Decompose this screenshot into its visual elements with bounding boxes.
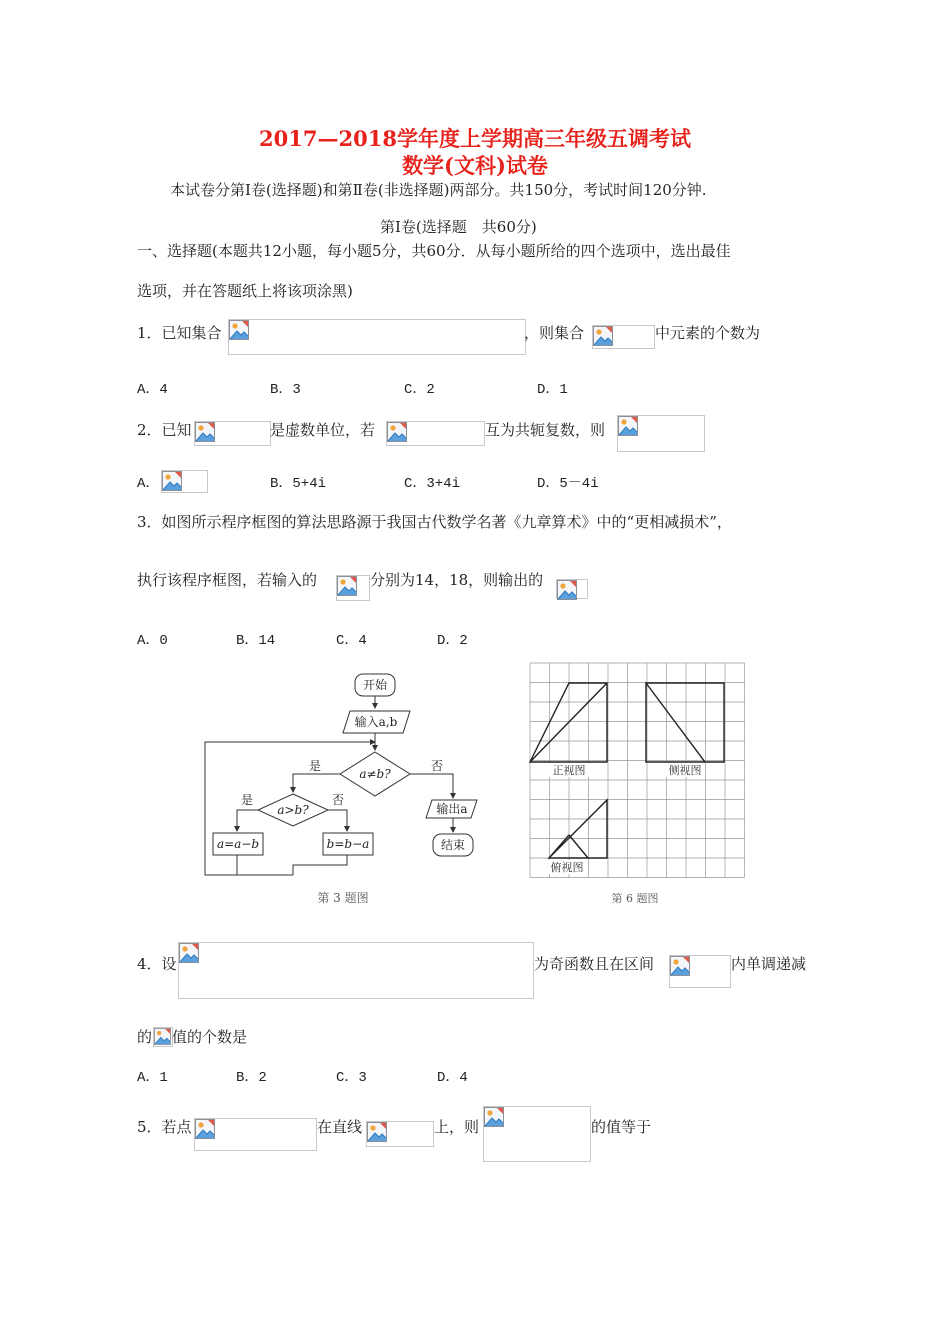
q5-text-a: 5．若点 xyxy=(137,1118,192,1136)
side-view-label: 侧视图 xyxy=(668,764,702,777)
front-view-shape xyxy=(530,683,607,762)
q2-condition-image xyxy=(386,421,485,446)
q4-text-line2b: 值的个数是 xyxy=(172,1028,248,1046)
q5-text-b: 在直线 xyxy=(317,1118,363,1136)
broken-image-icon xyxy=(484,1107,504,1127)
q1-option-c: C．2 xyxy=(404,382,435,398)
broken-image-icon xyxy=(162,471,182,491)
q3-text-line2a: 执行该程序框图，若输入的 xyxy=(137,571,318,589)
q2-expression-image xyxy=(617,415,705,452)
front-view-label: 正视图 xyxy=(552,764,586,777)
flow-no-label-1: 否 xyxy=(430,759,444,773)
broken-image-icon xyxy=(387,422,407,442)
q4-option-d: D．4 xyxy=(437,1070,468,1086)
q4-function-image xyxy=(178,942,534,999)
q4-alpha-image xyxy=(153,1027,173,1047)
q4-interval-image xyxy=(669,955,731,988)
q4-text-line1b: 为奇函数且在区间 xyxy=(534,955,655,973)
flow-end-label: 结束 xyxy=(440,838,466,852)
q3-option-b: B．14 xyxy=(236,633,276,649)
q5-text-d: 的值等于 xyxy=(591,1118,652,1136)
top-view-shape xyxy=(549,800,607,858)
q3-option-c: C．4 xyxy=(336,633,367,649)
q2-i-image xyxy=(194,421,271,446)
three-views-figure xyxy=(525,660,750,912)
q2-option-d: D．5－4i xyxy=(537,476,599,492)
q2-text-mid2: 互为共轭复数，则 xyxy=(485,421,606,439)
q5-text-c: 上，则 xyxy=(434,1118,480,1136)
q2-option-c: C．3+4i xyxy=(404,476,461,492)
q2-text-mid1: 是虚数单位，若 xyxy=(270,421,376,439)
q1-option-a: A．4 xyxy=(137,382,168,398)
views-caption: 第 6 题图 xyxy=(611,892,659,905)
q2-option-b: B．5+4i xyxy=(270,476,327,492)
exam-title: 2017—2018学年度上学期高三年级五调考试 xyxy=(259,126,691,151)
flow-input-label: 输入a,b xyxy=(354,715,398,729)
q2-option-a: A． xyxy=(137,476,160,492)
q3-option-d: D．2 xyxy=(437,633,468,649)
q2-text-start: 2．已知 xyxy=(137,421,192,439)
intro-text: 本试卷分第Ⅰ卷(选择题)和第Ⅱ卷(非选择题)两部分。共150分，考试时间120分钟. xyxy=(170,181,707,199)
broken-image-icon xyxy=(593,326,613,346)
flow-start-label: 开始 xyxy=(362,678,388,692)
q4-option-c: C．3 xyxy=(336,1070,367,1086)
broken-image-icon xyxy=(670,956,690,976)
broken-image-icon xyxy=(337,576,357,596)
flow-yes-label-1: 是 xyxy=(308,759,322,773)
q3-ab-image xyxy=(336,575,370,601)
q1-text-end: 中元素的个数为 xyxy=(655,324,761,342)
q2-option-a-image xyxy=(161,470,208,493)
instructions-line1: 一、选择题(本题共12小题，每小题5分，共60分．从每小题所给的四个选项中，选出最佳 xyxy=(137,242,731,260)
q1-set-image xyxy=(592,325,655,349)
flow-assign2-label: b=b−a xyxy=(326,837,370,851)
side-view-shape xyxy=(646,683,724,762)
q3-option-a: A．0 xyxy=(137,633,168,649)
q5-point-image xyxy=(194,1118,317,1151)
broken-image-icon xyxy=(195,422,215,442)
q1-option-d: D．1 xyxy=(537,382,568,398)
q1-text-start: 1．已知集合 xyxy=(137,324,222,342)
broken-image-icon xyxy=(179,943,199,963)
flow-cond2-label: a>b? xyxy=(277,803,309,817)
q3-text-line2b: 分别为14，18，则输出的 xyxy=(370,571,544,589)
q4-option-b: B．2 xyxy=(236,1070,267,1086)
q5-line-image xyxy=(366,1121,434,1147)
q5-expression-image xyxy=(483,1106,591,1162)
section-heading: 第Ⅰ卷(选择题 共60分) xyxy=(380,218,537,236)
q3-output-image xyxy=(556,579,588,599)
exam-subtitle: 数学(文科)试卷 xyxy=(402,153,548,178)
q1-text-mid: ，则集合 xyxy=(524,324,585,342)
instructions-line2: 选项，并在答题纸上将该项涂黑) xyxy=(137,282,353,300)
q1-option-b: B．3 xyxy=(270,382,301,398)
q4-option-a: A．1 xyxy=(137,1070,168,1086)
flow-yes-label-2: 是 xyxy=(240,793,254,807)
broken-image-icon xyxy=(229,320,249,340)
broken-image-icon xyxy=(195,1119,215,1139)
broken-image-icon xyxy=(154,1028,171,1045)
flowchart-figure xyxy=(195,660,495,912)
q4-text-line1a: 4．设 xyxy=(137,955,177,973)
broken-image-icon xyxy=(557,580,577,600)
top-view-label: 俯视图 xyxy=(550,861,584,874)
q4-text-line1c: 内单调递减 xyxy=(731,955,807,973)
flow-output-label: 输出a xyxy=(436,802,468,816)
flow-caption: 第 3 题图 xyxy=(317,891,369,905)
q1-formula-image xyxy=(228,319,526,355)
broken-image-icon xyxy=(618,416,638,436)
flow-assign1-label: a=a−b xyxy=(216,837,260,851)
flow-no-label-2: 否 xyxy=(331,793,345,807)
broken-image-icon xyxy=(367,1122,387,1142)
q4-text-line2a: 的 xyxy=(137,1028,153,1046)
q3-text-line1: 3．如图所示程序框图的算法思路源于我国古代数学名著《九章算术》中的“更相减损术”， xyxy=(137,513,732,531)
flow-cond1-label: a≠b? xyxy=(359,767,391,781)
